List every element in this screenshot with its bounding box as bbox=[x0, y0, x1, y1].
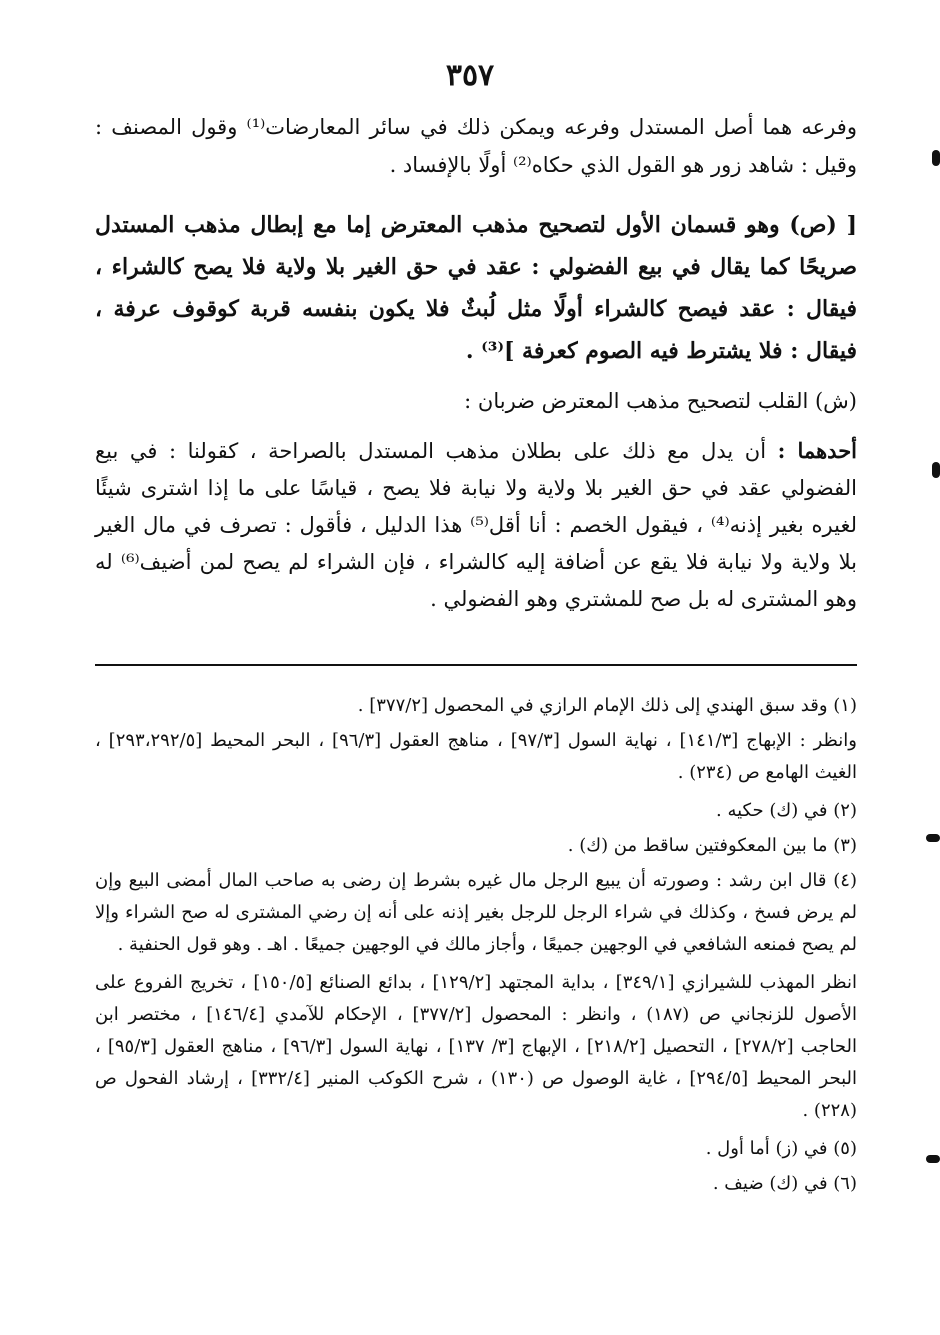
sharh-heading: (ش) القلب لتصحيح مذهب المعترض ضربان : bbox=[464, 389, 857, 413]
main-text bbox=[95, 108, 857, 628]
scan-edge-marks bbox=[926, 0, 940, 1335]
footnote-1: (١) وقد سبق الهندي إلى ذلك الإمام الرازي في المحصول [٣٧٧/٢] . bbox=[357, 695, 857, 716]
first-type-text: أن يدل مع ذلك على بطلان مذهب المستدل بالصراحة ، كقولنا : في بيع الفضولي عقد في حق الغير بلا ولاية ولا نيابة فلا يصح ، قياسًا على ما إذا اشترى شيئًا لغيره بغير إذنه⁽⁴⁾ ، فيقول الخصم : أنا أقل⁽⁵⁾ هذا الدليل ، فأقول : تصرف في مال الغير بلا ولاية ولا نيابة فلا يقع عن أضافة إليه كالشراء ، فإن الشراء لم يصح لمن أضيف⁽⁶⁾ له وهو المشترى له بل صح للمشتري وهو الفضولي . bbox=[95, 439, 857, 611]
page-number: ٣٥٧ bbox=[445, 58, 495, 93]
footnote-4: (٤) قال ابن رشد : وصورته أن يبيع الرجل مال غيره بشرط إن رضى به صاحب المال أمضى البيع وإن لم يرض فسخ ، وكذلك في شراء الرجل للرجل بغير إذنه على أنه إن رضي المشترى له صح الشراء وإلا لم يصح فمنعه الشافعي في الوجهين جميعًا ، وأجاز مالك في الوجهين جميعًا . اهـ . وهو قول الحنفية . bbox=[95, 870, 857, 955]
footnote-6: (٦) في (ك) ضيف . bbox=[712, 1173, 857, 1194]
footnote-1-continuation: وانظر : الإبهاج [١٤١/٣] ، نهاية السول [٩٧/٣] ، مناهج العقول [٩٦/٣] ، البحر المحيط [٢٩٣،٢٩٢/٥] ، الغيث الهامع ص (٢٣٤) . bbox=[95, 730, 857, 783]
scan-mark bbox=[926, 834, 940, 842]
scan-mark bbox=[932, 150, 940, 166]
footnote-3: (٣) ما بين المعكوفتين ساقط من (ك) . bbox=[567, 835, 857, 856]
matn-quote-paragraph: [ (ص) وهو قسمان الأول لتصحيح مذهب المعترض إما مع إبطال مذهب المستدل صريحًا كما يقال في بيع الفضولي : عقد في حق الغير بلا ولاية فلا يصح كالشراء ، فيقال : عقد فيصح كالشراء أولًا مثل لُبثٌ فلا يكون بنفسه قربة كوقوف عرفة ، فيقال : فلا يشترط فيه الصوم كعرفة ]⁽³⁾ . bbox=[95, 212, 857, 364]
scan-mark bbox=[926, 1155, 940, 1163]
first-type-paragraph bbox=[95, 432, 857, 628]
footnotes bbox=[95, 690, 857, 1203]
intro-paragraph: وفرعه هما أصل المستدل وفرعه ويمكن ذلك في سائر المعارضات⁽¹⁾ وقول المصنف : وقيل : شاهد زور هو القول الذي حكاه⁽²⁾ أولًا بالإفساد . bbox=[95, 115, 857, 177]
footnote-5: (٥) في (ز) أما أول . bbox=[705, 1138, 857, 1159]
first-type-label: أحدهما : bbox=[777, 438, 858, 463]
footnote-2: (٢) في (ك) حكيه . bbox=[716, 800, 857, 821]
footnote-4-continuation: انظر المهذب للشيرازي [٣٤٩/١] ، بداية المجتهد [١٢٩/٢] ، بدائع الصنائع [١٥٠/٥] ، تخريج الفروع على الأصول للزنجاني ص (١٨٧) ، وانظر : المحصول [٣٧٧/٢] ، الإحكام للآمدي [١٤٦/٤] ، مختصر ابن الحاجب [٢٧٨/٢] ، التحصيل [٢١٨/٢] ، الإبهاج [٣/ ١٣٧] ، نهاية السول [٩٦/٣] ، مناهج العقول [٩٥/٣] ، البحر المحيط [٢٩٤/٥] ، غاية الوصول ص (١٣٠) ، شرح الكوكب المنير [٣٣٢/٤] ، إرشاد الفحول ص (٢٢٨) . bbox=[95, 972, 858, 1121]
scan-mark bbox=[932, 462, 940, 478]
footnote-separator bbox=[95, 664, 857, 666]
